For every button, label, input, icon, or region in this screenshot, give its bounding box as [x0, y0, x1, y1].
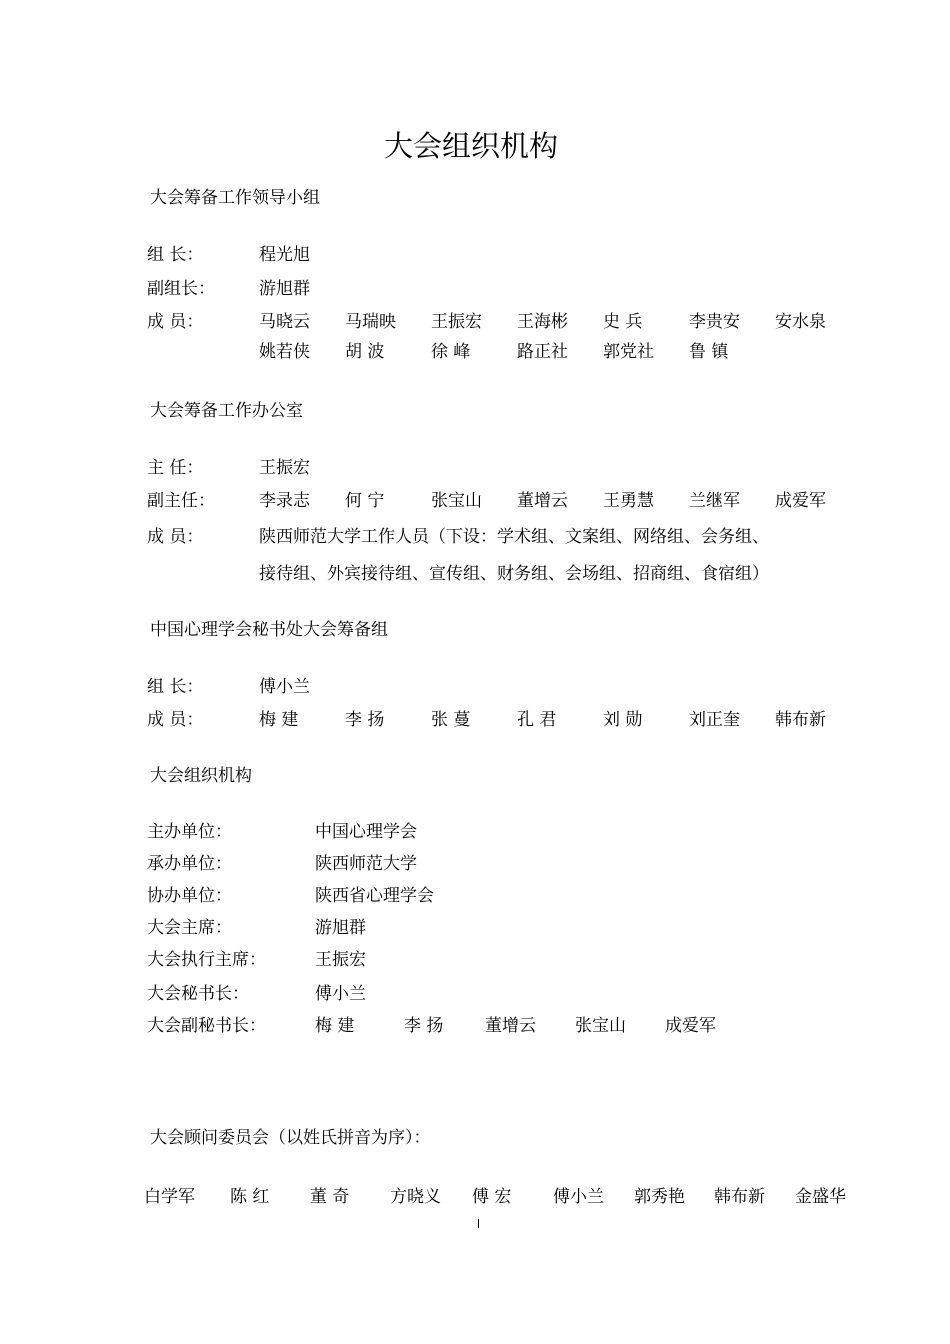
vice-secretary-name: 董增云 [485, 1016, 536, 1036]
org-row-label: 承办单位： [147, 854, 232, 874]
org-row-value: 陕西省心理学会 [315, 886, 434, 906]
vice-leader-name: 游旭群 [259, 279, 310, 299]
page-title: 大会组织机构 [384, 129, 559, 163]
org-row-label: 主办单位： [147, 822, 232, 842]
vice-secretary-name: 李 扬 [404, 1016, 444, 1036]
vice-secretary-label: 大会副秘书长： [147, 1016, 266, 1036]
org-row-label: 大会主席： [147, 918, 232, 938]
org-row-label: 大会执行主席： [147, 950, 266, 970]
org-row-label: 协办单位： [147, 886, 232, 906]
group-member-name: 韩布新 [775, 710, 826, 730]
group-member-name: 张 蔓 [431, 710, 471, 730]
group-leader-name: 傅小兰 [259, 677, 310, 697]
advisor-name: 董 奇 [310, 1187, 350, 1207]
member-name: 马瑞映 [345, 312, 396, 332]
section-heading-secretariat-group: 中国心理学会秘书处大会筹备组 [150, 620, 388, 640]
vice-director-name: 王勇慧 [603, 491, 654, 511]
advisor-name: 白学军 [144, 1187, 195, 1207]
member-name: 鲁 镇 [689, 342, 729, 362]
advisor-name: 陈 红 [230, 1187, 270, 1207]
office-members-text-line-1: 陕西师范大学工作人员（下设：学术组、文案组、网络组、会务组、 [259, 527, 769, 547]
group-member-name: 刘正奎 [689, 710, 740, 730]
advisor-name: 郭秀艳 [634, 1187, 685, 1207]
group-members-label: 成 员： [147, 710, 204, 730]
group-leader-label: 组 长： [147, 677, 204, 697]
member-name: 郭党社 [603, 342, 654, 362]
org-row-value: 中国心理学会 [315, 822, 417, 842]
group-member-name: 孔 君 [517, 710, 557, 730]
vice-director-label: 副主任： [147, 491, 215, 511]
page-number-mark [478, 1219, 479, 1228]
advisor-name: 傅小兰 [553, 1187, 604, 1207]
advisor-name: 傅 宏 [472, 1187, 512, 1207]
vice-leader-label: 副组长： [147, 279, 215, 299]
vice-director-name: 兰继军 [689, 491, 740, 511]
vice-director-name: 张宝山 [431, 491, 482, 511]
vice-director-name: 董增云 [517, 491, 568, 511]
member-name: 王海彬 [517, 312, 568, 332]
member-name: 路正社 [517, 342, 568, 362]
member-name: 徐 峰 [431, 342, 471, 362]
director-name: 王振宏 [259, 458, 310, 478]
group-member-name: 梅 建 [259, 710, 299, 730]
director-label: 主 任： [147, 458, 204, 478]
member-name: 姚若侠 [259, 342, 310, 362]
advisor-name: 方晓义 [390, 1187, 441, 1207]
member-name: 安水泉 [775, 312, 826, 332]
advisor-name: 金盛华 [795, 1187, 846, 1207]
advisor-name: 韩布新 [714, 1187, 765, 1207]
vice-secretary-name: 张宝山 [575, 1016, 626, 1036]
vice-secretary-name: 成爱军 [665, 1016, 716, 1036]
vice-secretary-name: 梅 建 [315, 1016, 355, 1036]
member-name: 马晓云 [259, 312, 310, 332]
office-members-label: 成 员： [147, 527, 204, 547]
leader-label: 组 长： [147, 245, 204, 265]
org-row-value: 陕西师范大学 [315, 854, 417, 874]
office-members-text-line-2: 接待组、外宾接待组、宣传组、财务组、会场组、招商组、食宿组） [259, 564, 769, 584]
org-row-value: 傅小兰 [315, 984, 366, 1004]
member-name: 胡 波 [345, 342, 385, 362]
vice-director-name: 何 宁 [345, 491, 385, 511]
member-name: 李贵安 [689, 312, 740, 332]
vice-director-name: 李录志 [259, 491, 310, 511]
group-member-name: 刘 勋 [603, 710, 643, 730]
section-heading-preparatory-leading-group: 大会筹备工作领导小组 [150, 188, 320, 208]
members-label: 成 员： [147, 312, 204, 332]
leader-name: 程光旭 [259, 245, 310, 265]
member-name: 史 兵 [603, 312, 643, 332]
org-row-value: 游旭群 [315, 918, 366, 938]
vice-director-name: 成爱军 [775, 491, 826, 511]
member-name: 王振宏 [431, 312, 482, 332]
section-heading-advisory-committee: 大会顾问委员会（以姓氏拼音为序）： [150, 1128, 431, 1148]
org-row-label: 大会秘书长： [147, 984, 249, 1004]
section-heading-organization: 大会组织机构 [150, 766, 252, 786]
org-row-value: 王振宏 [315, 950, 366, 970]
section-heading-preparatory-office: 大会筹备工作办公室 [150, 401, 303, 421]
group-member-name: 李 扬 [345, 710, 385, 730]
